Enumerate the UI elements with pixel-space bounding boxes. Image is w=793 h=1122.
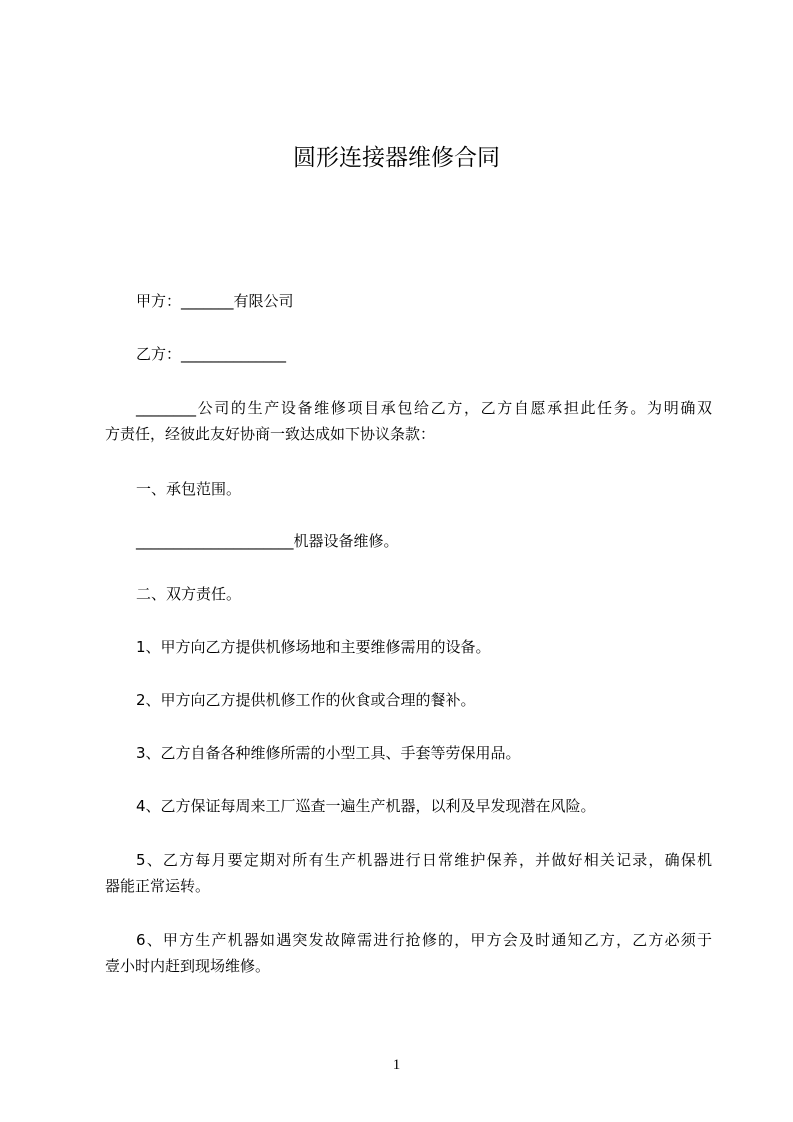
clause-item-2	[105, 687, 712, 713]
clause-item-5-line-1: 5、乙方每月要定期对所有生产机器进行日常维护保养，并做好相关记录，确保机	[136, 851, 712, 869]
section-1-body	[105, 528, 712, 554]
clause-item-1	[105, 634, 712, 660]
page-number: 1	[392, 1057, 401, 1073]
section-2-heading	[105, 581, 712, 607]
clause-item-3-line-1: 3、乙方自备各种维修所需的小型工具、手套等劳保用品。	[136, 744, 521, 762]
party-a-line	[105, 288, 712, 314]
document-title: 圆形连接器维修合同	[293, 145, 500, 171]
clause-item-1-line-1: 1、甲方向乙方提供机修场地和主要维修需用的设备。	[136, 638, 491, 656]
clause-item-2-line-1: 2、甲方向乙方提供机修工作的伙食或合理的餐补。	[136, 691, 476, 709]
section-1-heading-text: 一、承包范围。	[136, 480, 242, 498]
clause-item-6-line-2: 壹小时内赶到现场维修。	[105, 957, 271, 975]
section-2-heading-text: 二、双方责任。	[136, 585, 242, 603]
party-b-text: 乙方：______________	[136, 345, 287, 363]
clause-item-6-line-1: 6、甲方生产机器如遇突发故障需进行抢修的，甲方会及时通知乙方，乙方必须于	[136, 931, 712, 949]
clause-item-5	[105, 847, 712, 899]
clause-item-4	[105, 793, 712, 819]
clause-item-5-line-2: 器能正常运转。	[105, 877, 211, 895]
section-1-heading	[105, 476, 712, 502]
clause-item-3	[105, 740, 712, 766]
clause-item-6	[105, 927, 712, 979]
intro-line-2: 方责任，经彼此友好协商一致达成如下协议条款：	[105, 425, 436, 443]
intro-paragraph	[105, 395, 712, 447]
party-a-text: 甲方：_______有限公司	[136, 292, 294, 310]
intro-line-1: ________公司的生产设备维修项目承包给乙方，乙方自愿承担此任务。为明确双	[136, 399, 712, 417]
clause-item-4-line-1: 4、乙方保证每周来工厂巡查一遍生产机器，以利及早发现潜在风险。	[136, 797, 596, 815]
section-1-body-text: _____________________机器设备维修。	[136, 532, 399, 550]
party-b-line	[105, 341, 712, 367]
